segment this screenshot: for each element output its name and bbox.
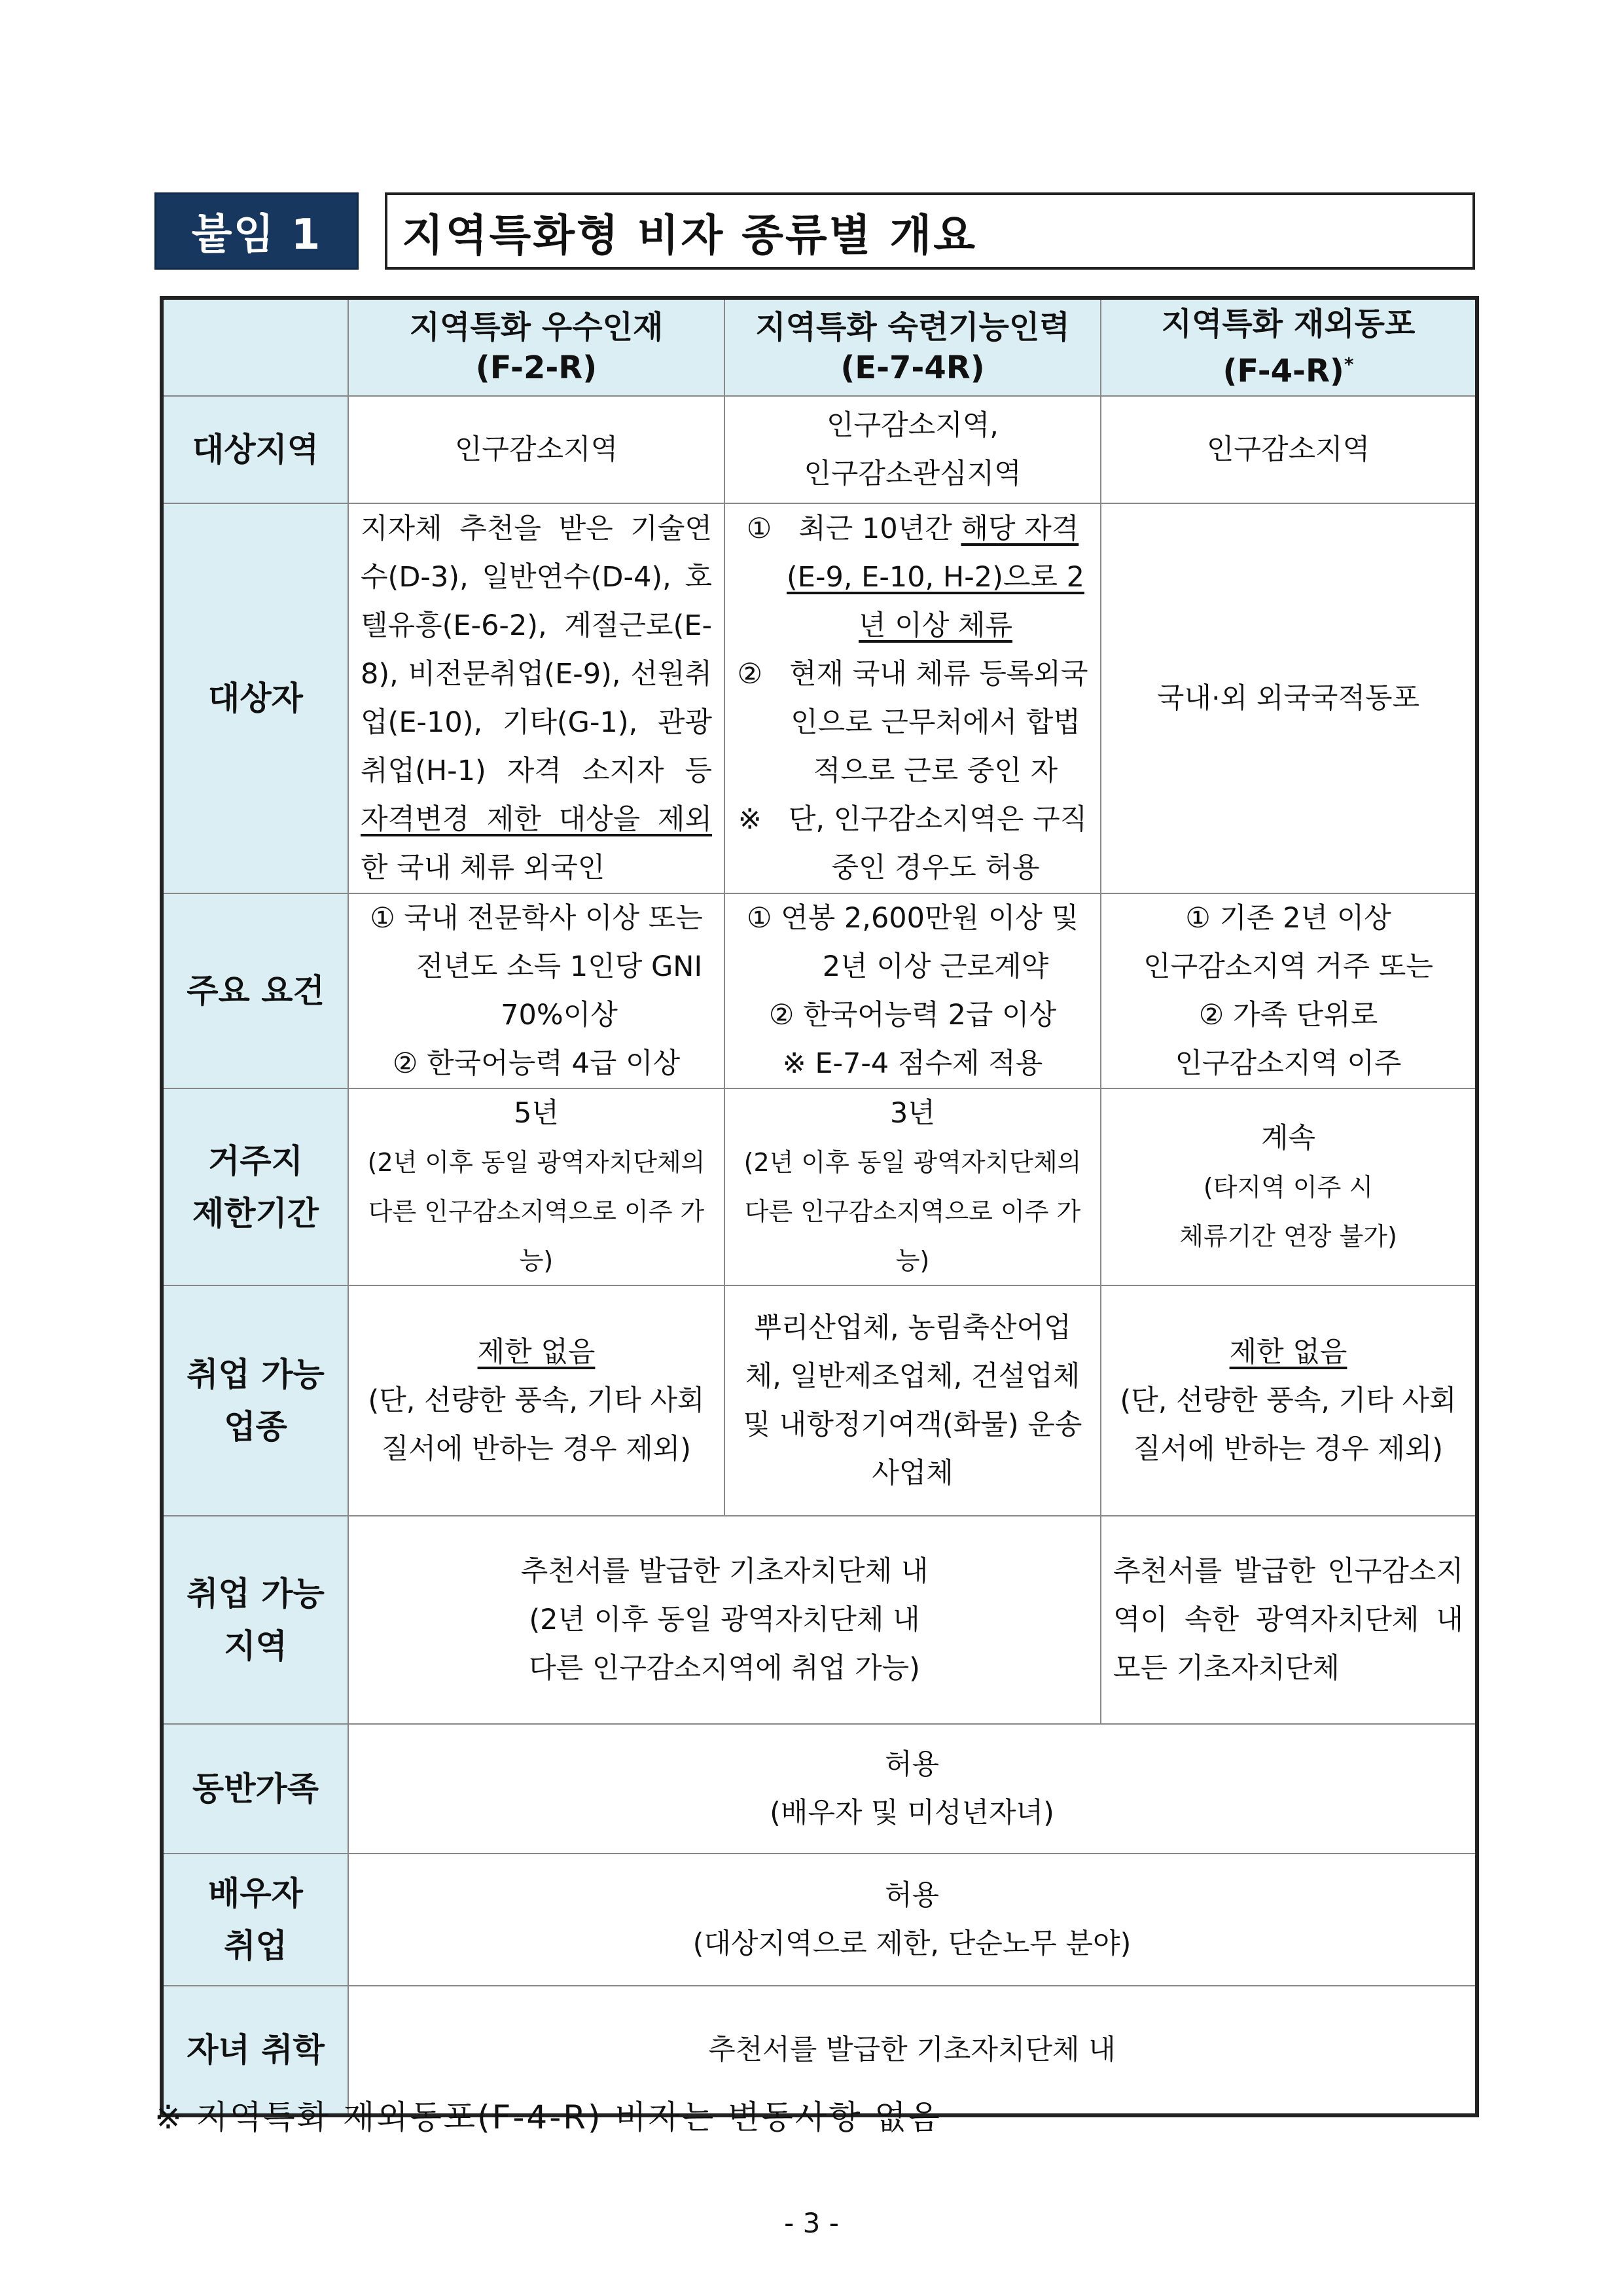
row-target-person <box>162 503 1477 893</box>
cell-f2r-e74r: 추천서를 발급한 기초자치단체 내 (2년 이후 동일 광역자치단체 내 다른 인구감소지역에 취업 가능) <box>348 1516 1101 1724</box>
row-label: 동반가족 <box>162 1724 348 1854</box>
column-code: (E-7-4R) <box>840 350 985 386</box>
cell-f4r: 추천서를 발급한 인구감소지역이 속한 광역자치단체 내 모든 기초자치단체 <box>1101 1516 1477 1724</box>
row-industry <box>162 1285 1477 1516</box>
row-residence-limit <box>162 1088 1477 1285</box>
cell-f2r: 인구감소지역 <box>348 396 724 503</box>
row-label: 대상지역 <box>162 396 348 503</box>
page-title: 지역특화형 비자 종류별 개요 <box>385 192 1475 270</box>
cell-f4r: ① 기존 2년 이상 인구감소지역 거주 또는 ② 가족 단위로 인구감소지역 이주 <box>1101 893 1477 1088</box>
row-work-area <box>162 1516 1477 1724</box>
page-header <box>154 192 1475 270</box>
cell-f4r: 인구감소지역 <box>1101 396 1477 503</box>
row-label: 주요 요건 <box>162 893 348 1088</box>
row-label: 취업 가능 지역 <box>162 1516 348 1724</box>
cell-f4r: 국내·외 외국국적동포 <box>1101 503 1477 893</box>
row-label: 거주지 제한기간 <box>162 1088 348 1285</box>
column-name: 지역특화 재외동포 <box>1161 306 1416 342</box>
row-requirements <box>162 893 1477 1088</box>
column-code: (F-2-R) <box>475 350 597 386</box>
table-header-row <box>162 298 1477 396</box>
cell-f4r: 제한 없음 (단, 선량한 풍속, 기타 사회 질서에 반하는 경우 제외) <box>1101 1285 1477 1516</box>
column-name: 지역특화 우수인재 <box>409 309 664 346</box>
page-number: - 3 - <box>784 2207 839 2239</box>
footnote: ※ 지역특화 재외동포(F-4-R) 비자는 변동사항 없음 <box>154 2098 942 2136</box>
cell-all: 허용 (배우자 및 미성년자녀) <box>348 1724 1477 1854</box>
row-family <box>162 1724 1477 1854</box>
column-header-f2r <box>348 298 724 396</box>
column-name: 지역특화 숙련기능인력 <box>755 309 1070 346</box>
cell-f2r: 지자체 추천을 받은 기술연수(D-3), 일반연수(D-4), 호텔유흥(E-6-2), 계절근로(E-8), 비전문취업(E-9), 선원취업(E-10), 기타(G-1), 관광취업(H-1) 자격 소지자 등 자격변경 제한 대상을 제외한 국내 체류 외국인 <box>348 503 724 893</box>
column-header-e74r <box>724 298 1101 396</box>
cell-f2r: 5년 (2년 이후 동일 광역자치단체의 다른 인구감소지역으로 이주 가능) <box>348 1088 724 1285</box>
column-header-f4r <box>1101 298 1477 396</box>
row-label: 자녀 취학 <box>162 1986 348 2115</box>
cell-all: 추천서를 발급한 기초자치단체 내 <box>348 1986 1477 2115</box>
cell-f4r: 계속 (타지역 이주 시 체류기간 연장 불가) <box>1101 1088 1477 1285</box>
cell-e74r: 뿌리산업체, 농림축산어업체, 일반제조업체, 건설업체 및 내항정기여객(화물) 운송사업체 <box>724 1285 1101 1516</box>
row-label: 배우자 취업 <box>162 1854 348 1986</box>
row-label: 취업 가능 업종 <box>162 1285 348 1516</box>
cell-f2r: ① 국내 전문학사 이상 또는 전년도 소득 1인당 GNI 70%이상 ② 한국어능력 4급 이상 <box>348 893 724 1088</box>
cell-all: 허용 (대상지역으로 제한, 단순노무 분야) <box>348 1854 1477 1986</box>
cell-f2r: 제한 없음 (단, 선량한 풍속, 기타 사회 질서에 반하는 경우 제외) <box>348 1285 724 1516</box>
cell-e74r: ① 연봉 2,600만원 이상 및 2년 이상 근로계약 ② 한국어능력 2급 이상 ※ E-7-4 점수제 적용 <box>724 893 1101 1088</box>
cell-e74r: 3년 (2년 이후 동일 광역자치단체의 다른 인구감소지역으로 이주 가능) <box>724 1088 1101 1285</box>
corner-cell <box>162 298 348 396</box>
footnote-mark: * <box>1344 353 1354 375</box>
cell-e74r: 인구감소지역, 인구감소관심지역 <box>724 396 1101 503</box>
visa-overview-table <box>160 296 1479 2117</box>
cell-e74r: ① 최근 10년간 해당 자격(E-9, E-10, H-2)으로 2년 이상 체류 ② 현재 국내 체류 등록외국인으로 근무처에서 합법적으로 근로 중인 자 ※ 단, 인구감소지역은 구직중인 경우도 허용 <box>724 503 1101 893</box>
row-spouse-employment <box>162 1854 1477 1986</box>
attachment-badge: 붙임 1 <box>154 192 359 270</box>
row-label: 대상자 <box>162 503 348 893</box>
column-code: (F-4-R) <box>1222 353 1344 389</box>
row-target-area <box>162 396 1477 503</box>
